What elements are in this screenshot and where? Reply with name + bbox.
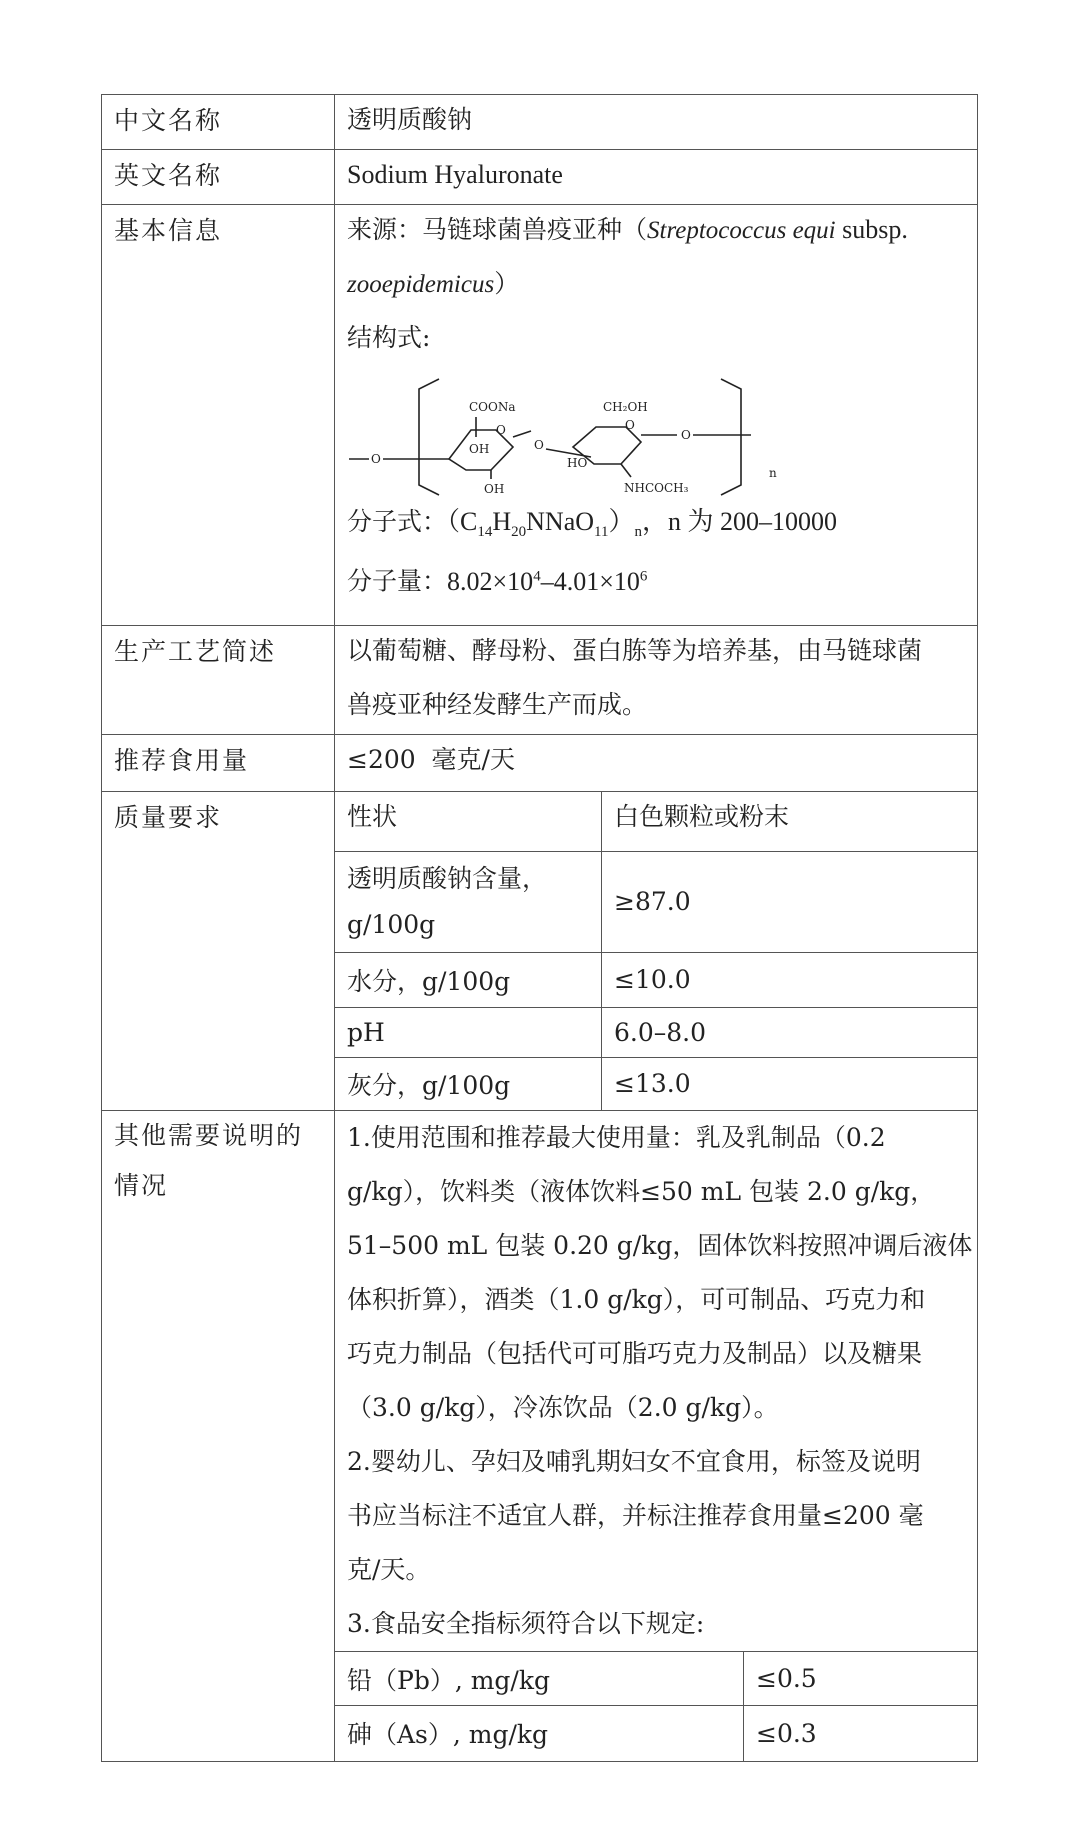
struct-o3: O — [534, 438, 544, 452]
quality-name: 灰分，g/100g — [335, 1057, 602, 1110]
source-subsp: subsp. — [835, 215, 908, 244]
source-genus: Streptococcus equi — [647, 217, 836, 244]
f9: ，n 为 200–10000 — [641, 507, 837, 536]
row-en-name — [102, 150, 978, 205]
quality-subtable — [335, 792, 977, 1110]
f4: 20 — [511, 524, 527, 541]
note-line: 2.婴幼儿、孕妇及哺乳期妇女不宜食用，标签及说明 — [347, 1447, 921, 1476]
struct-oh1: OH — [469, 442, 490, 456]
quality-name: 性状 — [335, 792, 602, 851]
label-cn-name: 中文名称 — [102, 95, 335, 150]
struct-n: n — [769, 466, 777, 480]
quality-value: 6.0–8.0 — [602, 1007, 978, 1057]
row-quality — [102, 792, 978, 1111]
source-line-2 — [347, 259, 977, 313]
quality-value: ≤13.0 — [602, 1057, 978, 1110]
row-cn-name — [102, 95, 978, 150]
source-subspecies: zooepidemicus — [347, 271, 495, 298]
f1: （C — [447, 507, 478, 536]
quality-row — [335, 1057, 977, 1110]
source-prefix: 来源：马链球菌兽疫亚种（ — [347, 215, 648, 244]
quality-value: 白色颗粒或粉末 — [602, 792, 978, 851]
row-other — [102, 1111, 978, 1762]
note-line: g/kg），饮料类（液体饮料≤50 mL 包装 2.0 g/kg， — [347, 1177, 936, 1206]
note-line: 克/天。 — [347, 1555, 431, 1584]
structure-label: 结构式: — [347, 323, 431, 352]
f5: NNaO — [526, 507, 595, 536]
struct-ho: HO — [567, 456, 588, 470]
label-en-name: 英文名称 — [102, 150, 335, 205]
f8: n — [634, 524, 642, 541]
quality-value: ≥87.0 — [602, 851, 978, 952]
note-line: 3.食品安全指标须符合以下规定: — [347, 1609, 705, 1638]
structure-formula-diagram — [341, 367, 801, 497]
label-process: 生产工艺简述 — [102, 626, 335, 735]
f3: H — [492, 507, 512, 536]
struct-o2: O — [496, 423, 506, 437]
mw3: –4.01×10 — [540, 566, 640, 596]
quality-name: 水分，g/100g — [335, 952, 602, 1007]
label-dose: 推荐食用量 — [102, 735, 335, 792]
label-basic-info: 基本信息 — [102, 205, 335, 626]
struct-oh2: OH — [484, 482, 505, 496]
source-line — [347, 205, 977, 259]
quality-row — [335, 851, 977, 952]
label-other-1: 其他需要说明的 — [114, 1121, 304, 1150]
mw4: 6 — [639, 568, 648, 584]
value-dose: ≤200 毫克/天 — [347, 745, 515, 774]
molecular-formula — [347, 497, 977, 551]
row-basic-info — [102, 205, 978, 626]
sodium-hyaluronate-spec-table — [101, 94, 978, 1762]
process-line: 以葡萄糖、酵母粉、蛋白胨等为培养基，由马链球菌 — [347, 636, 923, 665]
label-other-2: 情况 — [114, 1171, 169, 1200]
struct-ch2oh: CH₂OH — [603, 400, 648, 414]
safety-name: 砷（As）, mg/kg — [335, 1706, 744, 1761]
quality-name: 透明质酸钠含量， — [347, 863, 548, 893]
molecular-weight — [347, 551, 977, 605]
process-line: 兽疫亚种经发酵生产而成。 — [347, 690, 648, 719]
quality-name-unit: g/100g — [347, 909, 436, 939]
struct-o4: O — [625, 418, 635, 432]
quality-value: ≤10.0 — [602, 952, 978, 1007]
other-notes — [335, 1111, 977, 1651]
note-line: 体积折算），酒类（1.0 g/kg），可可制品、巧克力和 — [347, 1285, 926, 1314]
quality-name: pH — [335, 1007, 602, 1057]
quality-row — [335, 792, 977, 851]
row-process — [102, 626, 978, 735]
row-dose — [102, 735, 978, 792]
label-other — [102, 1111, 335, 1762]
value-cn-name: 透明质酸钠 — [347, 105, 473, 134]
label-quality: 质量要求 — [102, 792, 335, 1111]
note-line: 51–500 mL 包装 0.20 g/kg，固体饮料按照冲调后液体 — [347, 1231, 973, 1260]
safety-value: ≤0.5 — [744, 1652, 978, 1706]
safety-row — [335, 1706, 977, 1761]
value-en-name: Sodium Hyaluronate — [347, 160, 563, 189]
note-line: 书应当标注不适宜人群，并标注推荐食用量≤200 毫 — [347, 1501, 924, 1530]
safety-row — [335, 1652, 977, 1706]
safety-value: ≤0.3 — [744, 1706, 978, 1761]
source-close: ） — [494, 269, 520, 298]
note-line: 1.使用范围和推荐最大使用量：乳及乳制品（0.2 — [347, 1123, 886, 1152]
safety-name: 铅（Pb）, mg/kg — [335, 1652, 744, 1706]
note-line: 巧克力制品（包括代可可脂巧克力及制品）以及糖果 — [347, 1339, 923, 1368]
formula-label: 分子式： — [347, 507, 448, 536]
f7: ） — [608, 507, 635, 536]
struct-coona: COONa — [469, 400, 516, 414]
note-line: （3.0 g/kg），冷冻饮品（2.0 g/kg）。 — [347, 1393, 779, 1422]
quality-row — [335, 1007, 977, 1057]
struct-o5: O — [681, 428, 691, 442]
f6: 11 — [594, 524, 609, 541]
safety-subtable — [335, 1651, 977, 1761]
mw1: 8.02×10 — [447, 566, 534, 596]
mw-label: 分子量： — [347, 566, 448, 596]
quality-row — [335, 952, 977, 1007]
struct-o1: O — [371, 452, 381, 466]
f2: 14 — [477, 524, 493, 541]
mw2: 4 — [533, 568, 541, 584]
struct-nhcoch3: NHCOCH₃ — [624, 481, 689, 495]
